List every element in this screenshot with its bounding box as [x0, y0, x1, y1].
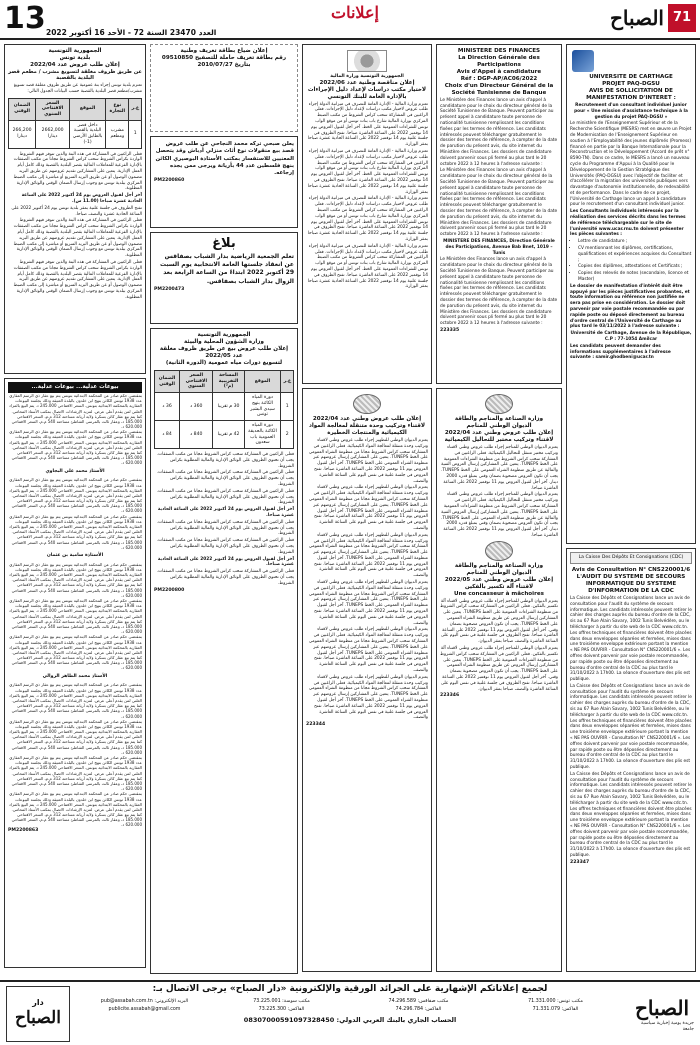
ad-reference: 223347 [570, 859, 590, 865]
cdc-body: La Caisse des Dépôts et Consignations lance un avis de consultation pour l'audit du système de secours informatique. Les candidats intéressés peuvent retirer le cahier des charges auprès du bureau d'ordre de la CDC, sis au 67 Rue Alain Savary, 1002 Tunis Belvédère, ou le télécharger à partir du site web de la CDC www.cdc.tn. Les offres techniques et financières doivent être placées dans deux enveloppes séparées et fermées, mises dans une troisième enveloppe extérieure portant la mention « NE PAS OUVRIR - Consultation N° CNS220001/6 ». Les offres doivent parvenir par voie postale recommandée, par rapide poste ou être déposées directement au bureau d'ordre central de la CDC au plus tard le 31/10/2022 à 17h00. La séance d'ouverture des plis est publique. [570, 595, 692, 683]
bulletin-ad [150, 232, 298, 324]
toilets-table [154, 370, 294, 449]
notice-body: يعتزم الديوان الوطني للمناجم إجراء طلب عروض وطني لاقتناء آلة تكسير بالفكين. فعلى الراغبين في المشاركة سحب كراس الشروط من منظومة الشراءات العمومية على الخط TUNEPS. يتعين على المشاركين إرسال العروض عن طريق منظومة الشراء العمومي على الخط TUNEPS. يجب أن تكون العروض مصحوبة بضمان وقتي. آخر أجل لقبول العروض يوم 11 نوفمبر 2022 على الساعة العاشرة صباحا. تفتح الظروف في جلسة علنية في نفس اليوم على الساعة العاشرة والنصف صباحا بمقر الديوان. [440, 645, 558, 692]
cdc-avis-number: Avis de Consultation N° CNS220001/6 [571, 567, 691, 573]
notice-number: إعلان مناقصة وطنية عدد 2022/06 [319, 79, 415, 86]
ministry-seal-icon [353, 394, 381, 414]
ad-reference: 223335 [440, 327, 460, 333]
notice-title: لاقتناء وتركيب وحدة متنقلة لمعالجة المواد الكيميائية والمنتجات الخطيرة [308, 422, 426, 436]
footer-contacts [76, 984, 624, 1044]
cdc-body: La Caisse des Dépôts et Consignations lance un avis de consultation pour l'audit du système de secours informatique. Les candidats intéressés peuvent retirer le cahier des charges auprès du bureau d'ordre de la CDC, sis au 67 Rue Alain Savary, 1002 Tunis Belvédère, ou le télécharger à partir du site web de la CDC www.cdc.tn. Les offres techniques et financières doivent être placées dans deux enveloppes séparées et fermées, mises dans une troisième enveloppe extérieure portant la mention « NE PAS OUVRIR - Consultation N° CNS220001/6 ». Les offres doivent parvenir par voie postale recommandée, par rapide poste ou être déposées directement au bureau d'ordre central de la CDC au plus tard le 31/10/2022 à 17h00. La séance d'ouverture des plis est publique. [570, 771, 692, 858]
footer-left-logo [6, 986, 70, 1042]
project-name: PROJET PAQ-DGSU [602, 80, 660, 87]
section-title: إعلانات [331, 3, 379, 22]
direction-name-fr: La Direction Générale des Participations [458, 54, 540, 68]
avis-body: Le ministère de l'Enseignement Supérieur et de la Recherche Scientifique (MESRS) met en œuvre un Projet de Modernisation de l'Enseignement Supérieur en soutien à l'Employabilité des jeunes diplômés (Promess) financé en partie par la Banque Internationale pour la Reconstruction et le Développement (Accord de prêt n° 8590-TN). Dans ce cadre, le MESRS a lancé un nouveau cycle du Programme d'Appui à la Qualité pour le Développement de la Gestion Stratégique des Universités (PAQ-DGSU) avec l'objectif de faciliter et d'accélérer la migration des universités publiques vers davantage d'autonomie institutionnelle, de redevabilité et de performance. Dans le cadre de ce projet, l'Université de Carthage lance un appel à candidature pour le recrutement d'un consultant individuel junior. [570, 121, 692, 208]
bulletin-title: بلاغ [212, 236, 236, 251]
table-cell: 36 د [155, 393, 180, 421]
ad-reference: 223344 [306, 722, 326, 728]
logo-mark: 71 [668, 4, 696, 32]
list-item: • Copies des diplômes, attestations et Certificats ; [578, 264, 692, 270]
avis-consultants: Les Consultants individuels intéressés par la réalisation des services décrits dans les termes de référence téléchargeable sur le site de l'université www.ucar.rnu.tn doivent présenter les pièces suivantes : [570, 209, 686, 238]
notice-number: إعلان طلب عروض بيع عن طريق ظروف مغلقة عدد 2022/05 [159, 345, 289, 359]
column-3 [302, 44, 432, 976]
table-header: السعر الافتتاحي السنوي [180, 370, 213, 392]
republic-label: الجمهورية التونسية [48, 48, 102, 54]
notice-body-repeat: فعلى الراغبين في المشاركة في هذه البتة والذين تتوفر فيهم الشروط الواردة بكراس الشروط سحب كراس الشروط مجانا من مكتب الصفقات بالإدارة الفرعية للمعاملات المالية بقصر البلدية بالقصبة وذلك كامل أيام العمل الإدارية. يتعين على المشاركين تقديم عروضهم عن طريق البريد مضمون الوصول أو عن طريق البريد السريع أو مباشرة إلى مكتب الضبط المركزي ببلدية تونس مع وجوب إرسال الضمان الوقتي والوثائق الإدارية المطلوبة. [13, 218, 142, 259]
emblem-caption: الجمهورية التونسية وزارة المالية [330, 74, 404, 79]
notice-deadline: آخر أجل لقبول العروض يوم 24 أكتوبر 2022 على الساعة الحادية عشرة صباحا. [157, 507, 294, 518]
finance-ministry-ad-ar [302, 44, 432, 384]
ucar-logo-icon [572, 50, 594, 72]
notice-number: إعلان طلب عروض عدد 2022/04 [30, 61, 120, 68]
notice-body: تعتزم وزارة المالية - الإدارة العامة للتصرف في ميزانية الدولة إجراء طلب عروض لاختيار مكتب دراسات لإعداد دليل الإجراءات. فعلى الراغبين في المشاركة سحب كراس الشروط من مكتب الضبط المركزي بوزارة المالية شارع باب بنات تونس أو من موقع الواب تونس للشراءات العمومية على الخط. آخر أجل لقبول العروض يوم 14 نوفمبر 2022 على الساعة العاشرة صباحا. تفتح الظروف في جلسة علنية يوم 14 نوفمبر 2022 على الساعة الحادية عشرة صباحا بمقر الوزارة. [307, 101, 428, 148]
list-item: • CV mentionnant les diplômes, certifications, qualifications et expériences acquises du Consultant ; [578, 246, 692, 263]
contact-item: مكتب سوسة: 73.225.001 [253, 999, 310, 1005]
ministry-emblem-icon [347, 50, 387, 72]
notice-deadline: آخر أجل لقبول العروض يوم 24 أكتوبر 2022 على الساعة الحادية عشرة صباحا (11.00 س). [21, 193, 142, 205]
footer-dar-label: دار [32, 998, 44, 1008]
column-4 [436, 44, 562, 976]
table-cell: داخل قصر البلدية بالقصبة بالطابق الأرضي (1-) [70, 120, 106, 148]
lost-id-number: رقم بطاقة تعريف حاملة للتصفيح 09510850 بتاريخ 2010/07/27 [161, 54, 287, 68]
contact-item: الفاكس: 71.331.079 [532, 1007, 579, 1013]
ministry-label: وزارة الصناعة والمناجم والطاقة [454, 416, 544, 422]
table-header: المساحة التقريبية (م²) [213, 370, 244, 392]
notice-body: يعتزم الديوان الوطني للتطهير إجراء طلب عروض وطني لاقتناء وتركيب وحدة متنقلة لمعالجة المواد الكيميائية. فعلى الراغبين في المشاركة سحب كراس الشروط مجانا من منظومة الشراء العمومي على الخط TUNEPS. يتعين على المشاركين إرسال عروضهم عبر منظومة الشراء العمومي على الخط TUNEPS. آخر أجل لقبول العروض يوم 11 نوفمبر 2022 على الساعة العاشرة صباحا. تفتح العروض في جلسة علنية في نفس اليوم على الساعة العاشرة والنصف. [308, 532, 428, 579]
onas-tender-ad [302, 388, 432, 972]
mines-tender-ad [436, 388, 562, 972]
lost-id-title: إعلان ضياع بطاقة تعريف وطنية [180, 48, 268, 54]
notice-deadline: آخر أجل لقبول العروض يوم 24 أكتوبر 2022 على الساعة الحادية عشرة صباحا. [157, 556, 294, 568]
cdc-body: La Caisse des Dépôts et Consignations lance un avis de consultation pour l'audit du système de secours informatique. Les candidats intéressés peuvent retirer le cahier des charges auprès du bureau d'ordre de la CDC, sis au 67 Rue Alain Savary, 1002 Tunis Belvédère, ou le télécharger à partir du site web de la CDC www.cdc.tn. Les offres techniques et financières doivent être placées dans deux enveloppes séparées et fermées, mises dans une troisième enveloppe extérieure portant la mention « NE PAS OUVRIR - Consultation N° CNS220001/6 ». Les offres doivent parvenir par voie postale recommandée, par rapide poste ou être déposées directement au bureau d'ordre central de la CDC au plus tard le 31/10/2022 à 17h00. La séance d'ouverture des plis est publique. [570, 683, 692, 771]
table-cell: 360 د [180, 393, 213, 421]
notice-body: تعتزم وزارة المالية - الإدارة العامة للتصرف في ميزانية الدولة إجراء طلب عروض لاختيار مكتب دراسات لإعداد دليل الإجراءات. فعلى الراغبين في المشاركة سحب كراس الشروط من مكتب الضبط المركزي بوزارة المالية شارع باب بنات تونس أو من موقع الواب تونس للشراءات العمومية على الخط. آخر أجل لقبول العروض يوم 14 نوفمبر 2022 على الساعة العاشرة صباحا. تفتح الظروف في جلسة علنية يوم 14 نوفمبر 2022 على الساعة الحادية عشرة صباحا بمقر الوزارة. [307, 149, 428, 195]
judicial-sales-text: بمقتضى حكم صادر عن المحكمة الابتدائية بتونس يتم بيع عقار ذي الرسم العقاري عدد 1938 تونس الكائن بنهج ابن خلدون بالبلدة العتيقة وذلك بجلسة البيوعات العقارية بالمحكمة الابتدائية بتونس. السعر الافتتاحي 245.000 د. يتم البيع بالمزاد العلني لمن يقدم أعلى عرض. لمزيد الإرشادات الاتصال بمكتب الأستاذ المحامي. كما يتم بيع عقار كائن بسكرة ولاية أريانة مساحته 312 م.م، السعر الافتتاحي 185.000 د، وعقار ثالث بالمرسى الشاطئ مساحته 540 م.م، السعر الافتتاحي 620.000 د. [9, 598, 142, 635]
sale-notice-body: يعلن صبحي تركه محمد النجاحي عن طلب عروض قصد بيع منقولات نوع أثاث منزلي أدباش وقد يتحصل المعنيين للاستفسار بمكتب الأستاذة البوصيري الكائن بنهج فلسطين عدد 44 بأريانة ويرجى ممن يجده إرجاعه. [155, 141, 294, 177]
avis-reference-fr: Réf : DGP-AP/AC06/2022 [460, 75, 538, 82]
issue-info: العدد 23470 السنة 72 - الأحد 16 أكتوبر 2022 [46, 28, 217, 37]
table-row [9, 120, 142, 148]
avis-label: AVIS DE SOLLICITATION DE MANIFESTATION D'INTERET : [586, 87, 676, 101]
office-label: الديوان الوطني للمناجم [466, 569, 532, 576]
judicial-sales-text: بمقتضى حكم صادر عن المحكمة الابتدائية بتونس يتم بيع عقار ذي الرسم العقاري عدد 1938 تونس الكائن بنهج ابن خلدون بالبلدة العتيقة وذلك بجلسة البيوعات العقارية بالمحكمة الابتدائية بتونس. السعر الافتتاحي 245.000 د. يتم البيع بالمزاد العلني لمن يقدم أعلى عرض. لمزيد الإرشادات الاتصال بمكتب الأستاذ المحامي. كما يتم بيع عقار كائن بسكرة ولاية أريانة مساحته 312 م.م، السعر الافتتاحي 185.000 د، وعقار ثالث بالمرسى الشاطئ مساحته 540 م.م، السعر الافتتاحي 620.000 د. [9, 755, 142, 792]
notice-number: إعلان طلب عروض وطني عدد 2022/05 [444, 576, 554, 583]
notice-body: فعلى الراغبين في المشاركة سحب كراس الشروط مجانا من مكتب الصفقات. يجب أن تحتوي الظروف على الوثائق الإدارية والمالية المطلوبة بكراس الشروط. [156, 519, 294, 537]
table-cell: 30 م تقريبا [213, 393, 244, 421]
contact-item: مكتب تونس: 71.331.000 [528, 999, 583, 1005]
ad-reference: PM2200863 [8, 827, 39, 833]
table-cell: دورة المياه الكائنة بنهج سيدي البشير تونس [244, 393, 281, 421]
avis-contact: Les candidats peuvent demander des informations supplémentaires à l'adresse suivante : samir.ghodbeni@ucar.tn [570, 343, 671, 361]
judicial-sales-text: بمقتضى حكم صادر عن المحكمة الابتدائية بتونس يتم بيع عقار ذي الرسم العقاري عدد 1938 تونس الكائن بنهج ابن خلدون بالبلدة العتيقة وذلك بجلسة البيوعات العقارية بالمحكمة الابتدائية بتونس. السعر الافتتاحي 245.000 د. يتم البيع بالمزاد العلني لمن يقدم أعلى عرض. لمزيد الإرشادات الاتصال بمكتب الأستاذ المحامي. كما يتم بيع عقار كائن بسكرة ولاية أريانة مساحته 312 م.م، السعر الافتتاحي 185.000 د، وعقار ثالث بالمرسى الشاطئ مساحته 540 م.م، السعر الافتتاحي 620.000 د. [9, 682, 142, 719]
contact-item: publicite.assabah@gmail.com [108, 1007, 181, 1013]
table-cell: 1 [129, 120, 142, 148]
notice-body: فعلى الراغبين في المشاركة سحب كراس الشروط مجانا من مكتب الصفقات. يجب أن تحتوي الظروف على الوثائق الإدارية والمالية المطلوبة بكراس الشروط. [156, 452, 294, 469]
footer-right-logo [630, 986, 694, 1042]
municipality-ad [4, 44, 146, 374]
ministry-seal-icon [485, 541, 513, 561]
table-cell: 1 [281, 393, 294, 421]
table-cell: دورة المياه الكائنة بالحديقة العمومية باب سعدون [244, 421, 281, 449]
avis-body-fr: Le Ministère des Finances lance un avis d'appel à candidature pour le choix du directeur général de la Société Tunisienne de Banque. Peuvent participer au présent appel à candidature toute personne de nationalité tunisienne remplissant les conditions fixées par les termes de référence. Les candidats intéressés peuvent télécharger gratuitement le dossier des termes de référence, à compter de la date de parution du présent avis, du site internet du Ministère des Finances. Les dossiers de candidature doivent parvenir sous pli fermé au plus tard le 20 octobre 2022 à 12 heures à l'adresse suivante : [440, 97, 558, 167]
footer-bank: الحساب الجاري بالبنك العربي الدولي: 08307000591097328450 [243, 1016, 457, 1025]
notice-body: فعلى الراغبين في المشاركة سحب كراس الشروط مجانا من مكتب الصفقات. يجب أن تحتوي الظروف على الوثائق الإدارية والمالية المطلوبة بكراس الشروط. [156, 488, 294, 506]
avis-depot: Le dossier de manifestation d'intérêt doit être appuyé par les pièces justificatives probantes, et toute information ou référence non justifiée ne sera pas prise en considération. Le dossier doit parvenir par voie postale recommandée ou par rapide poste ou déposé directement au bureau d'ordre central de l'Université de Carthage au plus tard le 03/11/2022 à l'adresse suivante : [570, 283, 690, 330]
table-cell: 2 [281, 421, 294, 449]
contact-item: الفاكس: 73.225.300 [258, 1007, 305, 1013]
table-row [155, 421, 294, 449]
page-header [0, 0, 700, 40]
notice-title: لاقتناء آلة تكسير بالفكين [464, 583, 534, 590]
judicial-sales-text: بمقتضى حكم صادر عن المحكمة الابتدائية بتونس يتم بيع عقار ذي الرسم العقاري عدد 1938 تونس الكائن بنهج ابن خلدون بالبلدة العتيقة وذلك بجلسة البيوعات العقارية بالمحكمة الابتدائية بتونس. السعر الافتتاحي 245.000 د. يتم البيع بالمزاد العلني لمن يقدم أعلى عرض. لمزيد الإرشادات الاتصال بمكتب الأستاذ المحامي. كما يتم بيع عقار كائن بسكرة ولاية أريانة مساحته 312 م.م، السعر الافتتاحي 185.000 د، وعقار ثالث بالمرسى الشاطئ مساحته 540 م.م، السعر الافتتاحي 620.000 د. [9, 791, 142, 828]
notice-body: يعتزم الديوان الوطني للتطهير إجراء طلب عروض وطني لاقتناء وتركيب وحدة متنقلة لمعالجة المواد الكيميائية. فعلى الراغبين في المشاركة سحب كراس الشروط مجانا من منظومة الشراء العمومي على الخط TUNEPS. يتعين على المشاركين إرسال عروضهم عبر منظومة الشراء العمومي على الخط TUNEPS. آخر أجل لقبول العروض يوم 11 نوفمبر 2022 على الساعة العاشرة صباحا. تفتح العروض في جلسة علنية في نفس اليوم على الساعة العاشرة والنصف. [308, 674, 428, 721]
ad-reference: PM2200473 [154, 286, 185, 292]
notice-opening: تفتح الظروف في جلسة علنية بمقر بلدية تونس يوم 24 أكتوبر 2022 على الساعة الحادية عشرة والنصف صباحا. [11, 205, 142, 217]
footer-brand-subtitle: جريدة يومية إخبارية سياسية جامعة [640, 1020, 694, 1032]
footer-headline: لجميع إعلاناتكم الإشهارية على الجرائد الورقية والإلكترونية «دار الصباح» يرجى الاتصال بـ: [152, 984, 548, 994]
notice-title: لاختيار مكتب دراسات لإعداد دليل الإجراءات بالإدارة العامة للبنك التونسي [307, 86, 427, 100]
judicial-sales-text: بمقتضى حكم صادر عن المحكمة الابتدائية بتونس يتم بيع عقار ذي الرسم العقاري عدد 1938 تونس الكائن بنهج ابن خلدون بالبلدة العتيقة وذلك بجلسة البيوعات العقارية بالمحكمة الابتدائية بتونس. السعر الافتتاحي 245.000 د. يتم البيع بالمزاد العلني لمن يقدم أعلى عرض. لمزيد الإرشادات الاتصال بمكتب الأستاذ المحامي. كما يتم بيع عقار كائن بسكرة ولاية أريانة مساحته 312 م.م، السعر الافتتاحي 185.000 د، وعقار ثالث بالمرسى الشاطئ مساحته 540 م.م، السعر الافتتاحي 620.000 د. [9, 634, 142, 671]
notice-body: فعلى الراغبين في المشاركة سحب كراس الشروط مجانا من مكتب الصفقات. يجب أن تحتوي الظروف على الوثائق الإدارية والمالية المطلوبة بكراس الشروط. [156, 569, 294, 586]
judicial-sales-text: بمقتضى حكم صادر عن المحكمة الابتدائية بتونس يتم بيع عقار ذي الرسم العقاري عدد 1938 تونس الكائن بنهج ابن خلدون بالبلدة العتيقة وذلك بجلسة البيوعات العقارية بالمحكمة الابتدائية بتونس. السعر الافتتاحي 245.000 د. يتم البيع بالمزاد العلني لمن يقدم أعلى عرض. لمزيد الإرشادات الاتصال بمكتب الأستاذ المحامي. كما يتم بيع عقار كائن بسكرة ولاية أريانة مساحته 312 م.م، السعر الافتتاحي 185.000 د، وعقار ثالث بالمرسى الشاطئ مساحته 540 م.م، السعر الافتتاحي 620.000 د. [9, 561, 142, 598]
masthead [576, 2, 696, 36]
table-cell: 840 د [180, 421, 213, 449]
cdc-logo: La Caisse Des Dépôts Et Consignations (CDC) [570, 552, 692, 564]
ministry-label: وزارة الشؤون المحلية والبيئة [184, 338, 264, 345]
contact-item: مكتب صفاقس: 74.296.589 [388, 999, 449, 1005]
pieces-list [570, 239, 692, 283]
republic-label: الجمهورية التونسية [197, 332, 251, 338]
notice-title: لاقتناء وتركيب مختبر للتحاليل الكيميائية [444, 436, 554, 443]
judicial-sales-text: بمقتضى حكم صادر عن المحكمة الابتدائية بتونس يتم بيع عقار ذي الرسم العقاري عدد 1938 تونس الكائن بنهج ابن خلدون بالبلدة العتيقة وذلك بجلسة البيوعات العقارية بالمحكمة الابتدائية بتونس. السعر الافتتاحي 245.000 د. يتم البيع بالمزاد العلني لمن يقدم أعلى عرض. لمزيد الإرشادات الاتصال بمكتب الأستاذ المحامي. كما يتم بيع عقار كائن بسكرة ولاية أريانة مساحته 312 م.م، السعر الافتتاحي 185.000 د، وعقار ثالث بالمرسى الشاطئ مساحته 540 م.م، السعر الافتتاحي 620.000 د. [9, 513, 142, 550]
judicial-sales-title: بيوعات عدلية... بيوعات عدلية... [8, 382, 142, 393]
notice-intro: تعتزم بلدية تونس إجراء بتة عمومية عن طريق ظروف مغلقة قصد تسويغ مشرب/مطعم قصر البلدية بالقصبة حسب البيانات الجدول التالي: [13, 82, 142, 94]
bulletin-text: تعلم الجمعية الرياضية بدار الشباب بصفاقس عن انعقاد جلستها العامة الانتخابية يوم السبت 29 أكتوبر 2022 ابتداءً من الساعة الرابعة بعد الزوال بدار الشباب بصفاقس. [160, 253, 294, 285]
notice-title-fr: Une concasseur à mâchoires [454, 590, 544, 597]
notice-body: فعلى الراغبين في المشاركة في هذه البتة والذين تتوفر فيهم الشروط الواردة بكراس الشروط سحب كراس الشروط مجانا من مكتب الصفقات بالإدارة الفرعية للمعاملات المالية بقصر البلدية بالقصبة وذلك كامل أيام العمل الإدارية. يتعين على المشاركين تقديم عروضهم عن طريق البريد مضمون الوصول أو عن طريق البريد السريع أو مباشرة إلى مكتب الضبط المركزي ببلدية تونس مع وجوب إرسال الضمان الوقتي والوثائق الإدارية المطلوبة. [13, 151, 142, 192]
ad-reference: PM2200860 [154, 178, 185, 184]
ad-reference: PM2200800 [154, 587, 185, 593]
notice-number: إعلان طلب عروض وطني عدد 2022/04 [312, 416, 422, 422]
footer-brand: الصباح [634, 995, 690, 1020]
table-cell: مشرب ومطعم [106, 120, 129, 148]
toilets-lease-ad [150, 328, 298, 974]
list-item: • Copies des relevés de notes (secondaire, licence et Master) [578, 271, 692, 283]
university-name: UNIVERSITE DE CARTHAGE [589, 74, 673, 80]
judicial-sales-text: بمقتضى حكم صادر عن المحكمة الابتدائية بتونس يتم بيع عقار ذي الرسم العقاري عدد 1938 تونس الكائن بنهج ابن خلدون بالبلدة العتيقة وذلك بجلسة البيوعات العقارية بالمحكمة الابتدائية بتونس. السعر الافتتاحي 245.000 د. يتم البيع بالمزاد العلني لمن يقدم أعلى عرض. لمزيد الإرشادات الاتصال بمكتب الأستاذ المحامي. كما يتم بيع عقار كائن بسكرة ولاية أريانة مساحته 312 م.م، السعر الافتتاحي 185.000 د، وعقار ثالث بالمرسى الشاطئ مساحته 540 م.م، السعر الافتتاحي 620.000 د. [9, 477, 142, 514]
avis-object-fr: Choix d'un Directeur Général de la Société Tunisienne de Banque [444, 82, 554, 96]
table-row [155, 393, 294, 421]
cdc-avis-title: L'AUDIT DU SYSTEME DE SECOURS INFORMATIQUE DU SYSTEME D'INFORMATION DE LA CDC [576, 573, 686, 594]
ministry-seal-icon [485, 394, 513, 414]
judicial-sales-text: بمقتضى حكم صادر عن المحكمة الابتدائية بتونس يتم بيع عقار ذي الرسم العقاري عدد 1938 تونس الكائن بنهج ابن خلدون بالبلدة العتيقة وذلك بجلسة البيوعات العقارية بالمحكمة الابتدائية بتونس. السعر الافتتاحي 245.000 د. يتم البيع بالمزاد العلني لمن يقدم أعلى عرض. لمزيد الإرشادات الاتصال بمكتب الأستاذ المحامي. كما يتم بيع عقار كائن بسكرة ولاية أريانة مساحته 312 م.م، السعر الافتتاحي 185.000 د، وعقار ثالث بالمرسى الشاطئ مساحته 540 م.م، السعر الافتتاحي 620.000 د. [9, 392, 142, 430]
notice-body: فعلى الراغبين في المشاركة سحب كراس الشروط مجانا من مكتب الصفقات. يجب أن تحتوي الظروف على الوثائق الإدارية والمالية المطلوبة بكراس الشروط. [156, 538, 294, 555]
table-header: الموقع [70, 98, 106, 120]
page-footer [0, 980, 700, 1045]
notice-body-repeat: فعلى الراغبين في المشاركة في هذه البتة والذين تتوفر فيهم الشروط الواردة بكراس الشروط سحب كراس الشروط مجانا من مكتب الصفقات بالإدارة الفرعية للمعاملات المالية بقصر البلدية بالقصبة وذلك كامل أيام العمل الإدارية. يتعين على المشاركين تقديم عروضهم عن طريق البريد مضمون الوصول أو عن طريق البريد السريع أو مباشرة إلى مكتب الضبط المركزي ببلدية تونس مع وجوب إرسال الضمان الوقتي والوثائق الإدارية المطلوبة. [13, 260, 142, 300]
notice-title: عن طريق ظروف مغلقة لتسويغ مشرب / مطعم قصر البلدية بالقصبة [8, 68, 142, 82]
avis-address-fr: MINISTERE DES FINANCES, Direction Générale des Participations, Avenue Bab Bnet, 1019 – Tunis [443, 239, 555, 256]
notice-number: إعلان طلب عروض وطني عدد 2022/04 [444, 429, 554, 436]
judicial-sales-text: بمقتضى حكم صادر عن المحكمة الابتدائية بتونس يتم بيع عقار ذي الرسم العقاري عدد 1938 تونس الكائن بنهج ابن خلدون بالبلدة العتيقة وذلك بجلسة البيوعات العقارية بالمحكمة الابتدائية بتونس. السعر الافتتاحي 245.000 د. يتم البيع بالمزاد العلني لمن يقدم أعلى عرض. لمزيد الإرشادات الاتصال بمكتب الأستاذ المحامي. كما يتم بيع عقار كائن بسكرة ولاية أريانة مساحته 312 م.م، السعر الافتتاحي 185.000 د، وعقار ثالث بالمرسى الشاطئ مساحته 540 م.م، السعر الافتتاحي 620.000 د. [9, 718, 142, 755]
avis-body-fr: Le Ministère des Finances lance un avis d'appel à candidature pour le choix du directeur général de la Société Tunisienne de Banque. Peuvent participer au présent appel à candidature toute personne de nationalité tunisienne remplissant les conditions fixées par les termes de référence. Les candidats intéressés peuvent télécharger gratuitement le dossier des termes de référence, à compter de la date de parution du présent avis, du site internet du Ministère des Finances. Les dossiers de candidature doivent parvenir sous pli fermé au plus tard le 20 octobre 2022 à 12 heures à l'adresse suivante : [440, 257, 558, 327]
finance-ministry-ad-fr [436, 44, 562, 384]
judicial-sales-text: بمقتضى حكم صادر عن المحكمة الابتدائية بتونس يتم بيع عقار ذي الرسم العقاري عدد 1938 تونس الكائن بنهج ابن خلدون بالبلدة العتيقة وذلك بجلسة البيوعات العقارية بالمحكمة الابتدائية بتونس. السعر الافتتاحي 245.000 د. يتم البيع بالمزاد العلني لمن يقدم أعلى عرض. لمزيد الإرشادات الاتصال بمكتب الأستاذ المحامي. كما يتم بيع عقار كائن بسكرة ولاية أريانة مساحته 312 م.م، السعر الافتتاحي 185.000 د، وعقار ثالث بالمرسى الشاطئ مساحته 540 م.م، السعر الافتتاحي 620.000 د. [9, 429, 142, 466]
table-cell: 42 م تقريبا [213, 421, 244, 449]
table-header: ع.ر [281, 370, 294, 392]
cdc-ad [566, 548, 696, 972]
avis-body-fr: Le Ministère des Finances lance un avis d'appel à candidature pour le choix du directeur général de la Société Tunisienne de Banque. Peuvent participer au présent appel à candidature toute personne de nationalité tunisienne remplissant les conditions fixées par les termes de référence. Les candidats intéressés peuvent télécharger gratuitement le dossier des termes de référence, à compter de la date de parution du présent avis, du site internet du Ministère des Finances. Les dossiers de candidature doivent parvenir sous pli fermé au plus tard le 20 octobre 2022 à 12 heures à l'adresse suivante : [440, 168, 558, 238]
contact-item: الفاكس: 74.296.784 [395, 1007, 442, 1013]
table-cell: 84 د [155, 421, 180, 449]
table-header: السعر الافتتاحي السنوي [36, 98, 70, 120]
avis-label-fr: Avis d'Appel à candidature [456, 68, 542, 75]
notice-body: يعتزم الديوان الوطني للمناجم إجراء طلب عروض وطني لاقتناء وتركيب مختبر متنقل للتحاليل الكيميائية. فعلى الراغبين في المشاركة سحب كراس الشروط من منظومة الشراءات العمومية على الخط TUNEPS. يتعين على المشاركين إرسال العروض الفنية والمالية عن طريق منظومة الشراء العمومي على الخط TUNEPS. يجب أن تكون العروض مصحوبة بضمان وقتي بمبلغ قدره 2000 دينار. آخر أجل لقبول العروض يوم 11 نوفمبر 2022 على الساعة العاشرة صباحا. [441, 492, 558, 538]
notice-body: تعتزم وزارة المالية - الإدارة العامة للتصرف في ميزانية الدولة إجراء طلب عروض لاختيار مكتب دراسات لإعداد دليل الإجراءات. فعلى الراغبين في المشاركة سحب كراس الشروط من مكتب الضبط المركزي بوزارة المالية شارع باب بنات تونس أو من موقع الواب تونس للشراءات العمومية على الخط. آخر أجل لقبول العروض يوم 14 نوفمبر 2022 على الساعة العاشرة صباحا. تفتح الظروف في جلسة علنية يوم 14 نوفمبر 2022 على الساعة الحادية عشرة صباحا بمقر الوزارة. [307, 243, 428, 290]
notice-body: فعلى الراغبين في المشاركة سحب كراس الشروط مجانا من مكتب الصفقات. يجب أن تحتوي الظروف على الوثائق الإدارية والمالية المطلوبة بكراس الشروط. [156, 470, 294, 487]
contact-item: البريد الإلكتروني: pub@assabah.com.tn [100, 999, 189, 1005]
notice-body: تعتزم وزارة المالية - الإدارة العامة للتصرف في ميزانية الدولة إجراء طلب عروض لاختيار مكتب دراسات لإعداد دليل الإجراءات. فعلى الراغبين في المشاركة سحب كراس الشروط من مكتب الضبط المركزي بوزارة المالية شارع باب بنات تونس أو من موقع الواب تونس للشراءات العمومية على الخط. آخر أجل لقبول العروض يوم 14 نوفمبر 2022 على الساعة العاشرة صباحا. تفتح الظروف في جلسة علنية يوم 14 نوفمبر 2022 على الساعة الحادية عشرة صباحا بمقر الوزارة. [307, 196, 428, 243]
table-header: الضمان الوقتي [155, 370, 180, 392]
notice-title: لتسويغ دورات مياه عمومية (الدورة الثانية) [165, 359, 283, 366]
municipality-label: بلدية تونس [59, 54, 91, 61]
column-1 [4, 44, 146, 976]
notice-body: يعتزم الديوان الوطني للتطهير إجراء طلب عروض وطني لاقتناء وتركيب وحدة متنقلة لمعالجة المواد الكيميائية. فعلى الراغبين في المشاركة سحب كراس الشروط مجانا من منظومة الشراء العمومي على الخط TUNEPS. يتعين على المشاركين إرسال عروضهم عبر منظومة الشراء العمومي على الخط TUNEPS. آخر أجل لقبول العروض يوم 11 نوفمبر 2022 على الساعة العاشرة صباحا. تفتح العروض في جلسة علنية في نفس اليوم على الساعة العاشرة والنصف. [308, 580, 428, 626]
column-5 [566, 44, 696, 976]
ad-reference: 223346 [440, 693, 460, 699]
footer-brand: الصباح [15, 1008, 61, 1029]
lease-table [8, 98, 142, 149]
notice-body: يعتزم الديوان الوطني للتطهير إجراء طلب عروض وطني لاقتناء وتركيب وحدة متنقلة لمعالجة المواد الكيميائية. فعلى الراغبين في المشاركة سحب كراس الشروط مجانا من منظومة الشراء العمومي على الخط TUNEPS. يتعين على المشاركين إرسال عروضهم عبر منظومة الشراء العمومي على الخط TUNEPS. آخر أجل لقبول العروض يوم 11 نوفمبر 2022 على الساعة العاشرة صباحا. تفتح العروض في جلسة علنية في نفس اليوم على الساعة العاشرة والنصف. [308, 627, 428, 674]
column-2 [150, 44, 298, 976]
avis-object: Recrutement d'un consultant individuel junior pour « Une mission d'assistance technique à la gestion du projet PAQ-DGSU » [574, 102, 688, 120]
page-number: 13 [4, 1, 46, 36]
notice-body: يعتزم الديوان الوطني للتطهير إجراء طلب عروض وطني لاقتناء وتركيب وحدة متنقلة لمعالجة المواد الكيميائية. فعلى الراغبين في المشاركة سحب كراس الشروط مجانا من منظومة الشراء العمومي على الخط TUNEPS. يتعين على المشاركين إرسال عروضهم عبر منظومة الشراء العمومي على الخط TUNEPS. آخر أجل لقبول العروض يوم 11 نوفمبر 2022 على الساعة العاشرة صباحا. تفتح العروض في جلسة علنية في نفس اليوم على الساعة العاشرة والنصف. [308, 437, 428, 484]
table-header: الضمان الوقتي [9, 98, 36, 120]
sale-notice-ad [150, 136, 298, 228]
office-label: الديوان الوطني للمناجم [466, 422, 532, 429]
lawyer-name: الأستاذ محمد الطاهر الزوالي [42, 673, 108, 679]
ministry-label: وزارة الصناعة والمناجم والطاقة [454, 562, 544, 569]
logo-name: الصباح [609, 5, 664, 30]
lawyer-name: الأستاذ محمد علي البجاوي [45, 468, 105, 474]
notice-body: يعتزم الديوان الوطني للتطهير إجراء طلب عروض وطني لاقتناء وتركيب وحدة متنقلة لمعالجة المواد الكيميائية. فعلى الراغبين في المشاركة سحب كراس الشروط مجانا من منظومة الشراء العمومي على الخط TUNEPS. يتعين على المشاركين إرسال عروضهم عبر منظومة الشراء العمومي على الخط TUNEPS. آخر أجل لقبول العروض يوم 11 نوفمبر 2022 على الساعة العاشرة صباحا. تفتح العروض في جلسة علنية في نفس اليوم على الساعة العاشرة والنصف. [308, 485, 428, 531]
table-header: ع.ر [129, 98, 142, 120]
notice-body: يعتزم الديوان الوطني للمناجم إجراء طلب عروض وطني لاقتناء وتركيب مختبر متنقل للتحاليل الكيميائية. فعلى الراغبين في المشاركة سحب كراس الشروط من منظومة الشراءات العمومية على الخط TUNEPS. يتعين على المشاركين إرسال العروض الفنية والمالية عن طريق منظومة الشراء العمومي على الخط TUNEPS. يجب أن تكون العروض مصحوبة بضمان وقتي بمبلغ قدره 2000 دينار. آخر أجل لقبول العروض يوم 11 نوفمبر 2022 على الساعة العاشرة صباحا. [441, 444, 558, 491]
table-header: نوع التجارة [106, 98, 129, 120]
list-item: • Lettre de candidature ; [578, 239, 692, 245]
avis-address: Université de Carthage, Avenue de la République, C.P : 77-1054 Amilcar [570, 331, 692, 343]
lawyer-name: الأستاذة سامية بن عثمان [46, 552, 104, 558]
ucar-ad [566, 44, 696, 544]
lost-id-ad [150, 44, 298, 132]
judicial-sales-ad [4, 378, 146, 968]
ministry-name-fr: MINISTERE DES FINANCES [457, 48, 541, 54]
ucar-logo [570, 48, 692, 74]
table-header: الموقع [244, 370, 281, 392]
footer-contact-grid [76, 998, 624, 1014]
notice-body: يعتزم الديوان الوطني للمناجم إجراء طلب عروض وطني لاقتناء آلة تكسير بالفكين. فعلى الراغبين في المشاركة سحب كراس الشروط من منظومة الشراءات العمومية على الخط TUNEPS. يتعين على المشاركين إرسال العروض عن طريق منظومة الشراء العمومي على الخط TUNEPS. يجب أن تكون العروض مصحوبة بضمان وقتي. آخر أجل لقبول العروض يوم 11 نوفمبر 2022 على الساعة العاشرة صباحا. تفتح الظروف في جلسة علنية في نفس اليوم على الساعة العاشرة والنصف صباحا بمقر الديوان. [440, 598, 558, 645]
table-cell: 2662,000 دينارا [36, 120, 70, 148]
table-cell: 266,200 دينارا [9, 120, 36, 148]
